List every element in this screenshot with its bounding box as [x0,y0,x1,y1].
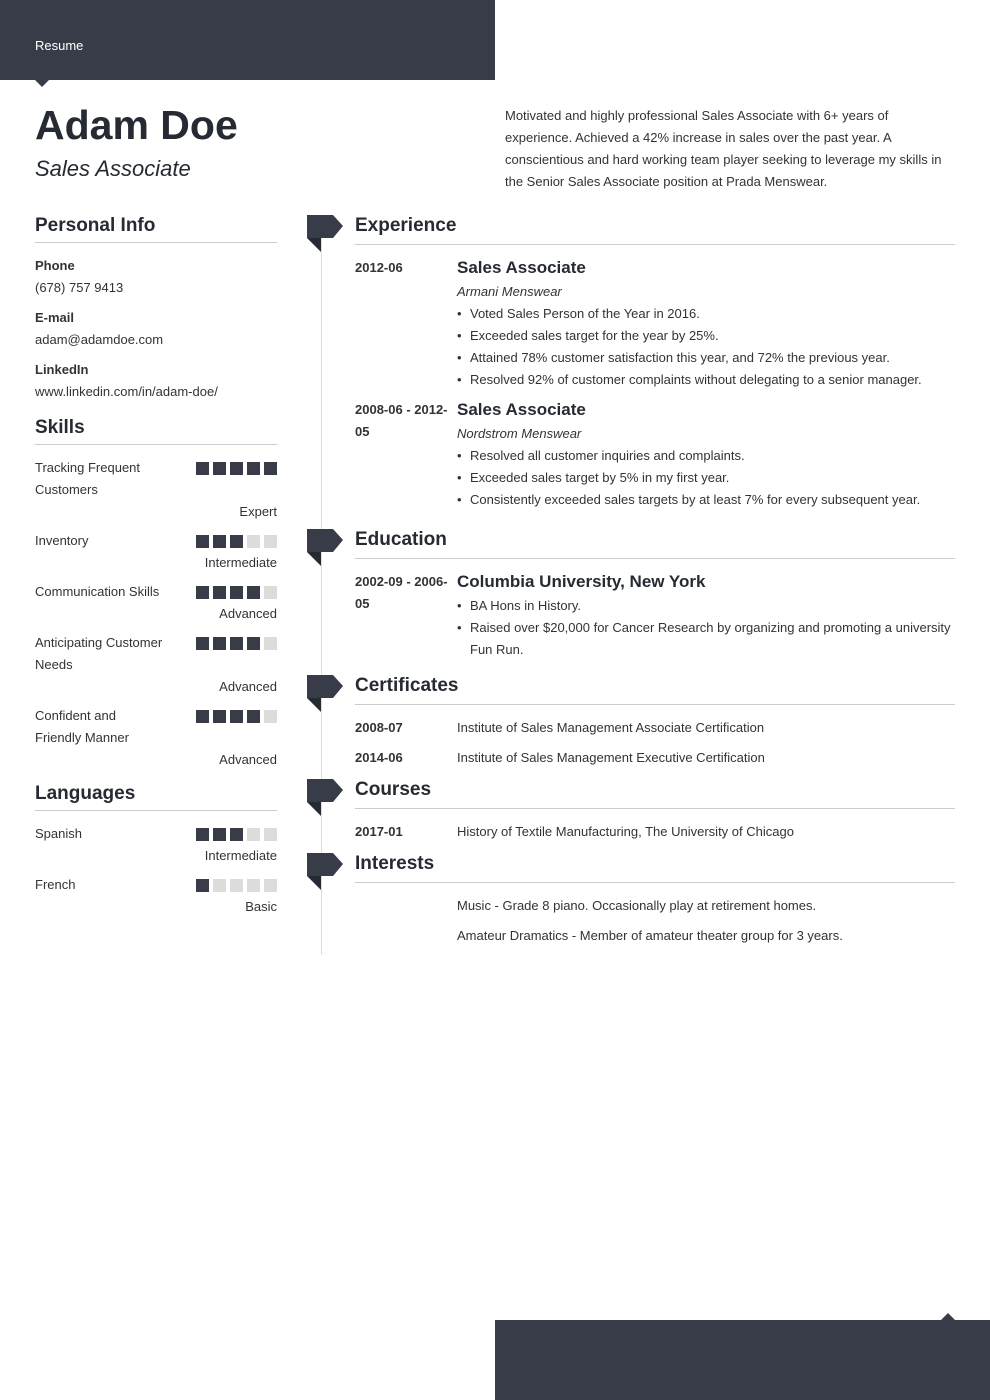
interests-date [355,895,457,917]
certificates-body [457,717,955,739]
interests-text: Amateur Dramatics - Member of amateur theater group for 3 years. [457,928,843,943]
experience-heading: Experience [355,215,955,245]
section-flag-icon [307,215,344,252]
skills-item [35,530,277,574]
rating-square [213,586,226,599]
experience-company: Armani Menswear [457,284,562,299]
skills-name: Communication Skills [35,584,160,599]
interests-heading: Interests [355,853,955,883]
rating-square [213,879,226,892]
experience-body [457,399,955,511]
candidate-title: Sales Associate [35,156,191,181]
certificates-date: 2008-07 [355,720,403,735]
interests-entry [355,895,955,917]
rating-square [264,710,277,723]
experience-bullets [457,445,955,511]
skills-heading: Skills [35,417,277,445]
courses-heading: Courses [355,779,955,809]
experience-bullet: • Exceeded sales target by 5% in my first year. [457,467,955,489]
experience-date: 2012-06 [355,260,403,275]
experience-entry [355,399,955,511]
rating-square [264,879,277,892]
interests-text: Music - Grade 8 piano. Occasionally play at retirement homes. [457,898,817,913]
rating-square [264,828,277,841]
certificates-text: Institute of Sales Management Associate Certification [457,720,765,735]
skills-name: Inventory [35,533,89,548]
linkedin-value[interactable]: www.linkedin.com/in/adam-doe/ [35,384,218,399]
education-body [457,571,955,661]
rating-square [264,535,277,548]
education-bullet: • BA Hons in History. [457,595,955,617]
skills-level: Advanced [219,606,277,621]
rating-square [230,462,243,475]
skills-name: Tracking Frequent Customers [35,460,141,497]
interests-body [457,895,955,917]
skills-level: Intermediate [204,555,277,570]
skills-item [35,632,277,698]
email-value[interactable]: adam@adamdoe.com [35,332,164,347]
rating-square [264,586,277,599]
personal-info-heading: Personal Info [35,215,277,243]
rating-square [247,535,260,548]
rating-square [264,462,277,475]
experience-body [457,257,955,391]
experience-bullet: • Exceeded sales target for the year by 25%. [457,325,955,347]
certificates-entry [355,717,955,739]
rating-square [213,535,226,548]
interests-section [355,853,955,955]
languages-name: French [35,877,76,892]
skills-item [35,705,277,771]
rating-bar [196,637,277,650]
skills-list [35,457,277,771]
rating-square [247,637,260,650]
skills-item [35,581,277,625]
certificates-date: 2014-06 [355,750,403,765]
rating-square [247,462,260,475]
rating-square [213,462,226,475]
experience-bullet: • Voted Sales Person of the Year in 2016. [457,303,955,325]
languages-level: Basic [245,899,277,914]
linkedin-label: LinkedIn [35,362,89,377]
phone-label: Phone [35,258,75,273]
rating-square [196,637,209,650]
phone-value: (678) 757 9413 [35,280,124,295]
skills-name: Anticipating Customer Needs [35,635,163,672]
rating-square [213,710,226,723]
experience-bullet: • Attained 78% customer satisfaction this year, and 72% the previous year. [457,347,955,369]
experience-title: Sales Associate [457,258,586,277]
header-bar [0,0,495,80]
experience-section [355,215,955,519]
rating-bar [196,535,277,548]
rating-square [196,828,209,841]
email-label: E-mail [35,310,75,325]
education-title: Columbia University, New York [457,572,706,591]
education-bullet: • Raised over $20,000 for Cancer Research by organizing and promoting a university Fun Run. [457,617,955,661]
rating-square [230,637,243,650]
rating-bar [196,879,277,892]
section-flag-icon [307,779,344,816]
experience-bullets [457,303,955,391]
certificates-text: Institute of Sales Management Executive Certification [457,750,765,765]
rating-square [196,535,209,548]
skills-level: Expert [239,504,277,519]
rating-square [196,879,209,892]
courses-body [457,821,955,843]
rating-square [213,828,226,841]
skills-level: Advanced [219,752,277,767]
certificates-heading: Certificates [355,675,955,705]
certificates-entry [355,747,955,769]
languages-list [35,823,277,918]
languages-name: Spanish [35,826,82,841]
interests-date [355,925,457,947]
courses-text: History of Textile Manufacturing, The University of Chicago [457,824,794,839]
rating-bar [196,828,277,841]
education-date: 2002-09 - 2006-05 [355,574,448,611]
languages-item [35,874,277,918]
certificates-body [457,747,955,769]
rating-square [230,828,243,841]
skills-name: Confident and Friendly Manner [35,708,129,745]
rating-square [264,637,277,650]
rating-square [230,710,243,723]
languages-heading: Languages [35,783,277,811]
education-section [355,529,955,669]
timeline-line [321,238,322,955]
rating-square [230,535,243,548]
experience-bullet: • Resolved 92% of customer complaints without delegating to a senior manager. [457,369,955,391]
courses-date: 2017-01 [355,824,403,839]
experience-bullet: • Consistently exceeded sales targets by at least 7% for every subsequent year. [457,489,955,511]
experience-entry [355,257,955,391]
courses-entry [355,821,955,843]
rating-square [247,710,260,723]
rating-bar [196,586,277,599]
rating-bar [196,710,277,723]
resume-label: Resume [35,38,84,53]
section-flag-icon [307,853,344,890]
education-entry [355,571,955,661]
section-flag-icon [307,675,344,712]
rating-square [213,637,226,650]
left-column [35,215,277,925]
experience-date: 2008-06 - 2012-05 [355,402,448,439]
rating-square [196,586,209,599]
rating-bar [196,462,277,475]
interests-body [457,925,955,947]
languages-level: Intermediate [204,848,277,863]
skills-level: Advanced [219,679,277,694]
candidate-name: Adam Doe [35,102,238,148]
rating-square [247,828,260,841]
interests-entry [355,925,955,947]
education-heading: Education [355,529,955,559]
rating-square [230,879,243,892]
section-flag-icon [307,529,344,566]
rating-square [196,462,209,475]
rating-square [196,710,209,723]
certificates-section [355,675,955,777]
summary: Motivated and highly professional Sales Associate with 6+ years of experience. Achieved a 42% increase in sales over the past year. A conscientious and hard working team player seeking to leverage my skills in the Senior Sales Associate position at Prada Menswear. [505,108,942,189]
languages-item [35,823,277,867]
experience-bullet: • Resolved all customer inquiries and complaints. [457,445,955,467]
education-bullets [457,595,955,661]
rating-square [230,586,243,599]
rating-square [247,586,260,599]
courses-section [355,779,955,851]
footer-bar [495,1320,990,1400]
experience-company: Nordstrom Menswear [457,426,582,441]
experience-title: Sales Associate [457,400,586,419]
rating-square [247,879,260,892]
skills-item [35,457,277,523]
